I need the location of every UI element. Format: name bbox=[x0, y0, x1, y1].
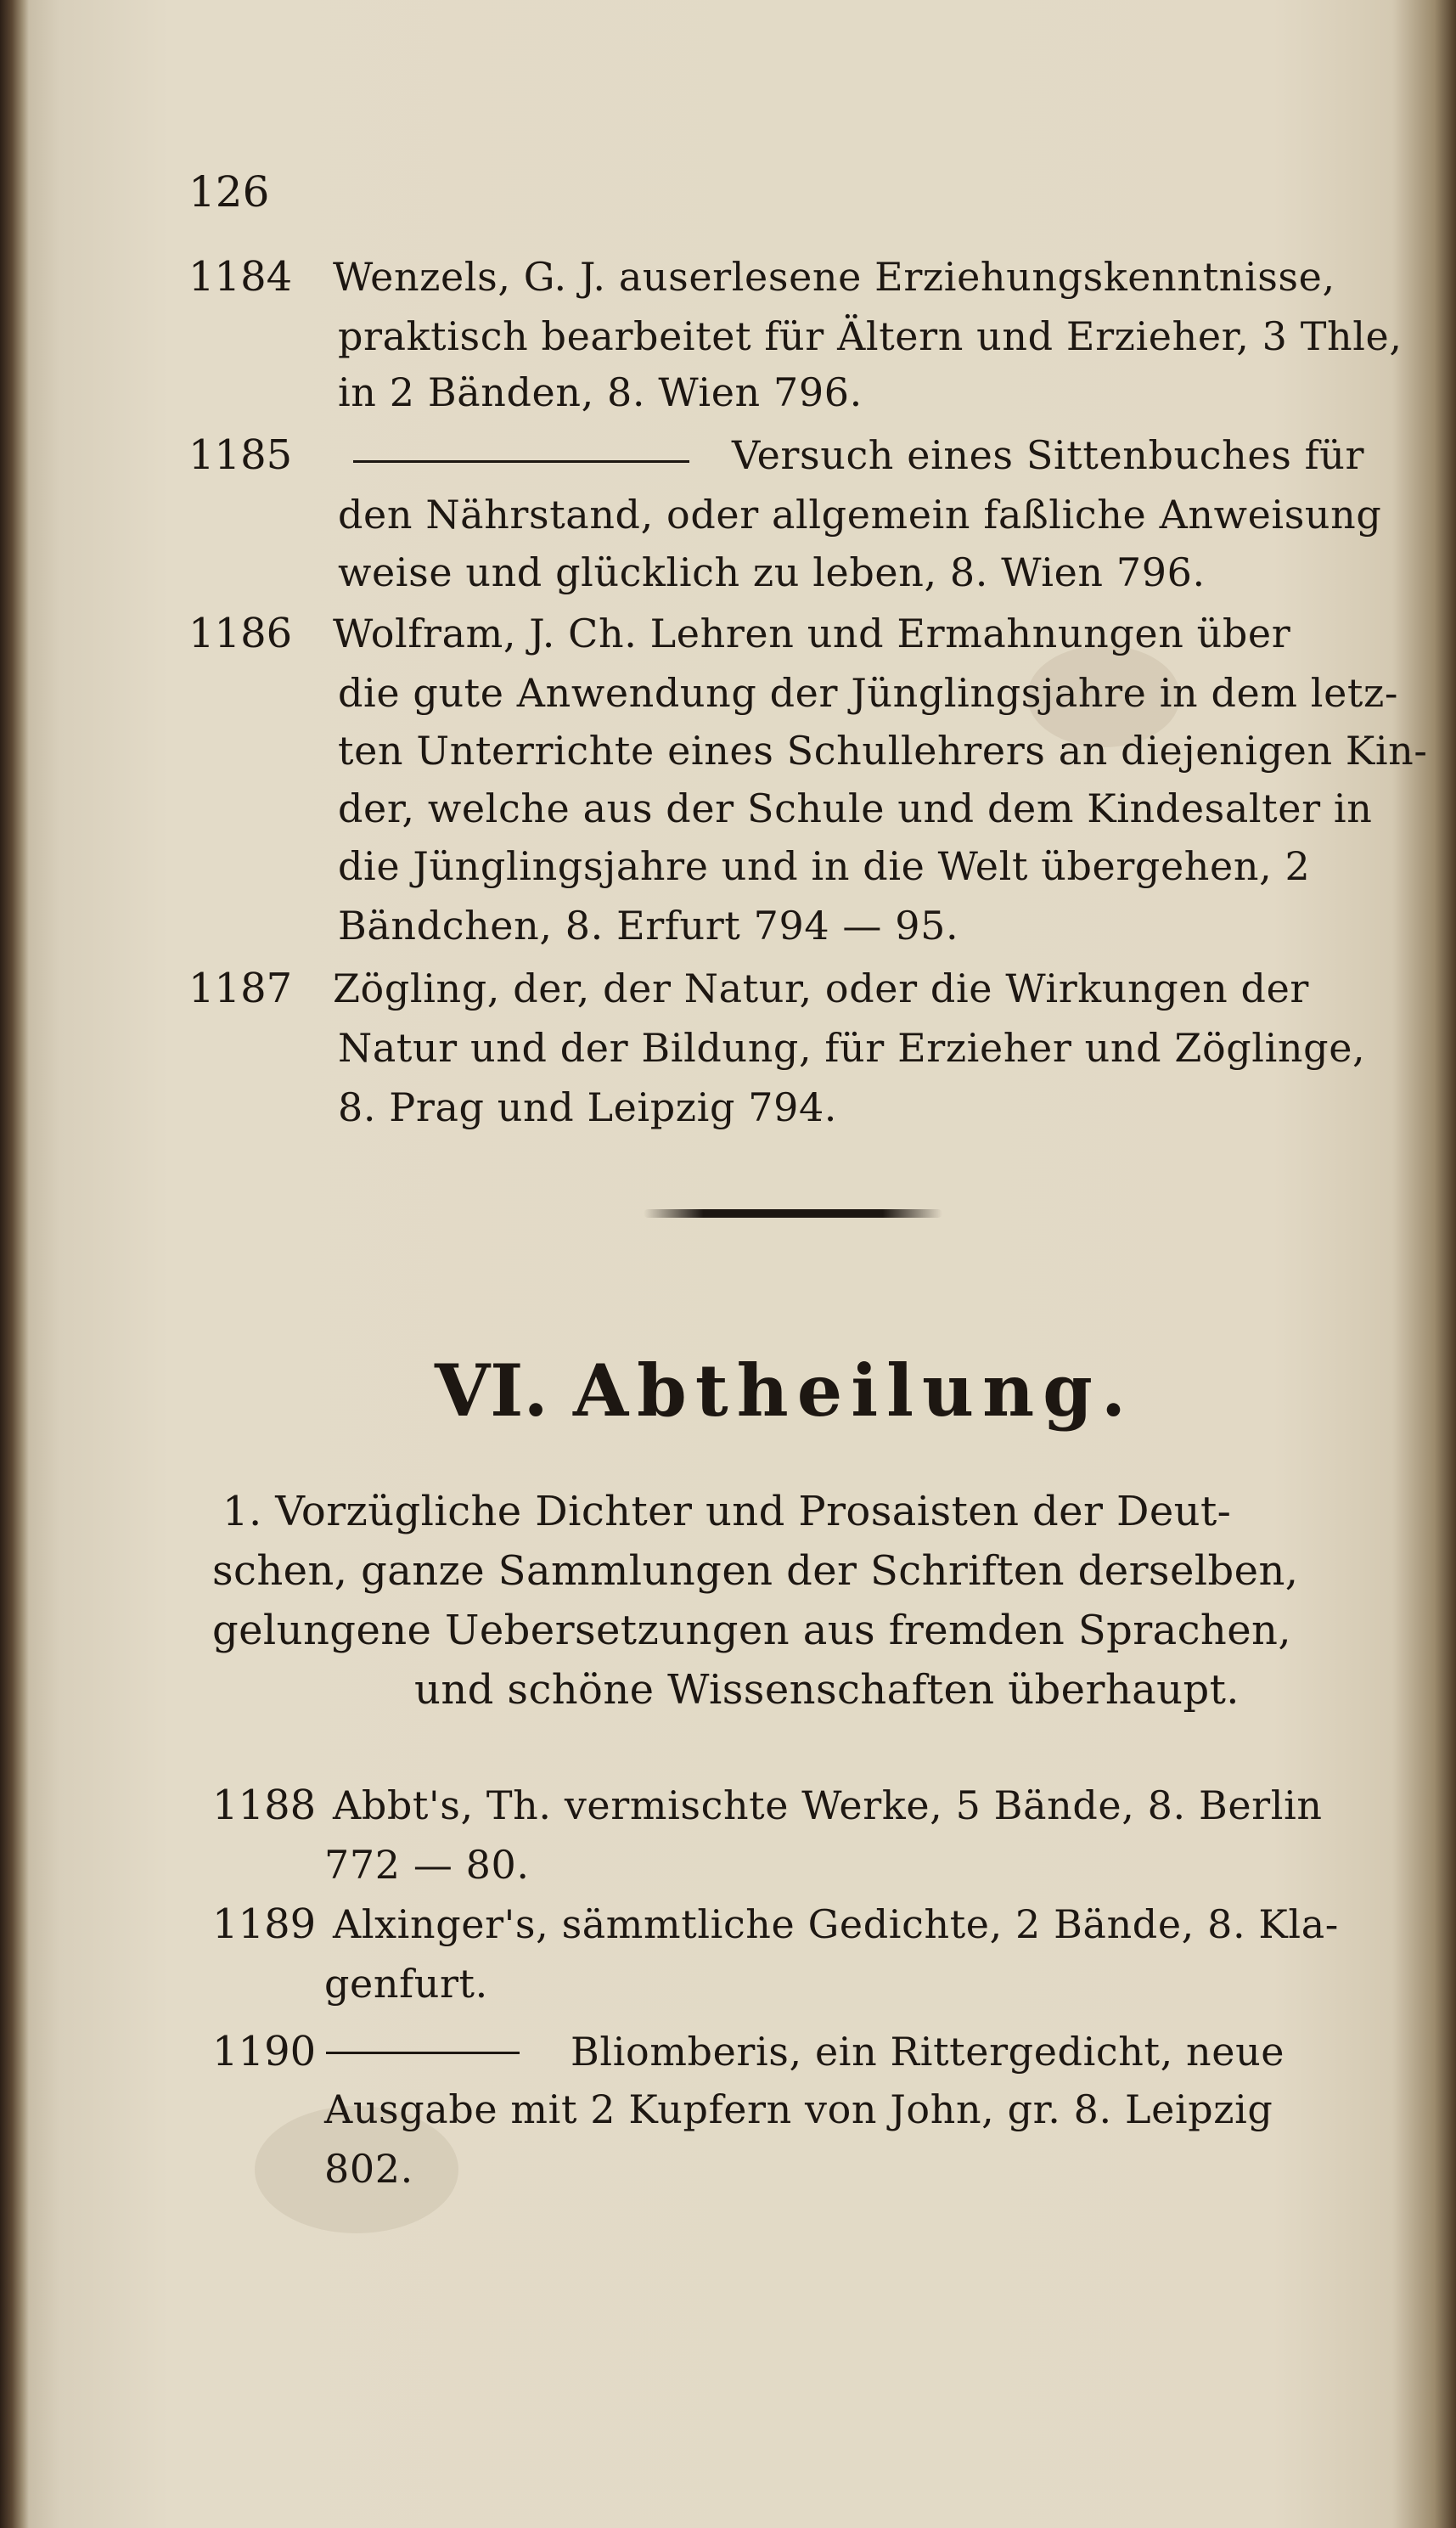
section-word: Abtheilung. bbox=[572, 1348, 1135, 1433]
entry-line: genfurt. bbox=[324, 1961, 488, 2007]
entry-line: Alxinger's, sämmtliche Gedichte, 2 Bände, 8. Kla- bbox=[333, 1901, 1339, 1947]
entry-line: die gute Anwendung der Jünglingsjahre in dem letz- bbox=[338, 670, 1398, 716]
ditto-dash bbox=[353, 460, 689, 463]
entry-line: 8. Prag und Leipzig 794. bbox=[338, 1084, 838, 1130]
section-subheading-line: und schöne Wissenschaften überhaupt. bbox=[414, 1666, 1240, 1714]
entry-line: Bändchen, 8. Erfurt 794 — 95. bbox=[338, 903, 959, 949]
section-title bbox=[435, 1348, 1135, 1433]
entry-number: 1187 bbox=[188, 965, 293, 1012]
entry-line: Versuch eines Sittenbuches für bbox=[732, 432, 1365, 478]
entry-number: 1189 bbox=[212, 1900, 317, 1948]
entry-line: der, welche aus der Schule und dem Kindesalter in bbox=[338, 785, 1373, 831]
entry-line: 772 — 80. bbox=[324, 1842, 530, 1888]
entry-line: 802. bbox=[324, 2146, 413, 2192]
entry-number: 1188 bbox=[212, 1782, 317, 1829]
entry-line: Bliomberis, ein Rittergedicht, neue bbox=[571, 2029, 1285, 2075]
section-divider-rule bbox=[644, 1209, 942, 1218]
entry-line: Wenzels, G. J. auserlesene Erziehungskenntnisse, bbox=[333, 254, 1335, 300]
entry-line: in 2 Bänden, 8. Wien 796. bbox=[338, 369, 863, 415]
entry-line: die Jünglingsjahre und in die Welt übergehen, 2 bbox=[338, 843, 1311, 889]
page-number: 126 bbox=[188, 167, 270, 217]
entry-number: 1184 bbox=[188, 253, 293, 301]
entry-line: praktisch bearbeitet für Ältern und Erzieher, 3 Thle, bbox=[338, 313, 1403, 359]
entry-line: Ausgabe mit 2 Kupfern von John, gr. 8. Leipzig bbox=[324, 2086, 1273, 2132]
entry-number: 1190 bbox=[212, 2028, 317, 2075]
entry-line: den Nährstand, oder allgemein faßliche Anweisung bbox=[338, 492, 1382, 538]
entry-number: 1185 bbox=[188, 431, 293, 479]
entry-line: weise und glücklich zu leben, 8. Wien 796. bbox=[338, 549, 1206, 595]
section-subheading-line: gelungene Uebersetzungen aus fremden Sprachen, bbox=[212, 1607, 1292, 1654]
entry-line: Wolfram, J. Ch. Lehren und Ermahnungen über bbox=[333, 611, 1291, 656]
entry-line: ten Unterrichte eines Schullehrers an diejenigen Kin- bbox=[338, 728, 1428, 774]
ditto-dash bbox=[326, 2052, 520, 2054]
entry-line: Abbt's, Th. vermischte Werke, 5 Bände, 8. Berlin bbox=[333, 1782, 1323, 1828]
entry-number: 1186 bbox=[188, 610, 293, 657]
section-subheading-line: 1. Vorzügliche Dichter und Prosaisten der Deut- bbox=[222, 1488, 1232, 1535]
entry-line: Natur und der Bildung, für Erzieher und Zöglinge, bbox=[338, 1025, 1366, 1071]
section-subheading-line: schen, ganze Sammlungen der Schriften derselben, bbox=[212, 1547, 1299, 1595]
section-numeral: VI. bbox=[435, 1348, 548, 1433]
entry-line: Zögling, der, der Natur, oder die Wirkungen der bbox=[333, 966, 1309, 1011]
